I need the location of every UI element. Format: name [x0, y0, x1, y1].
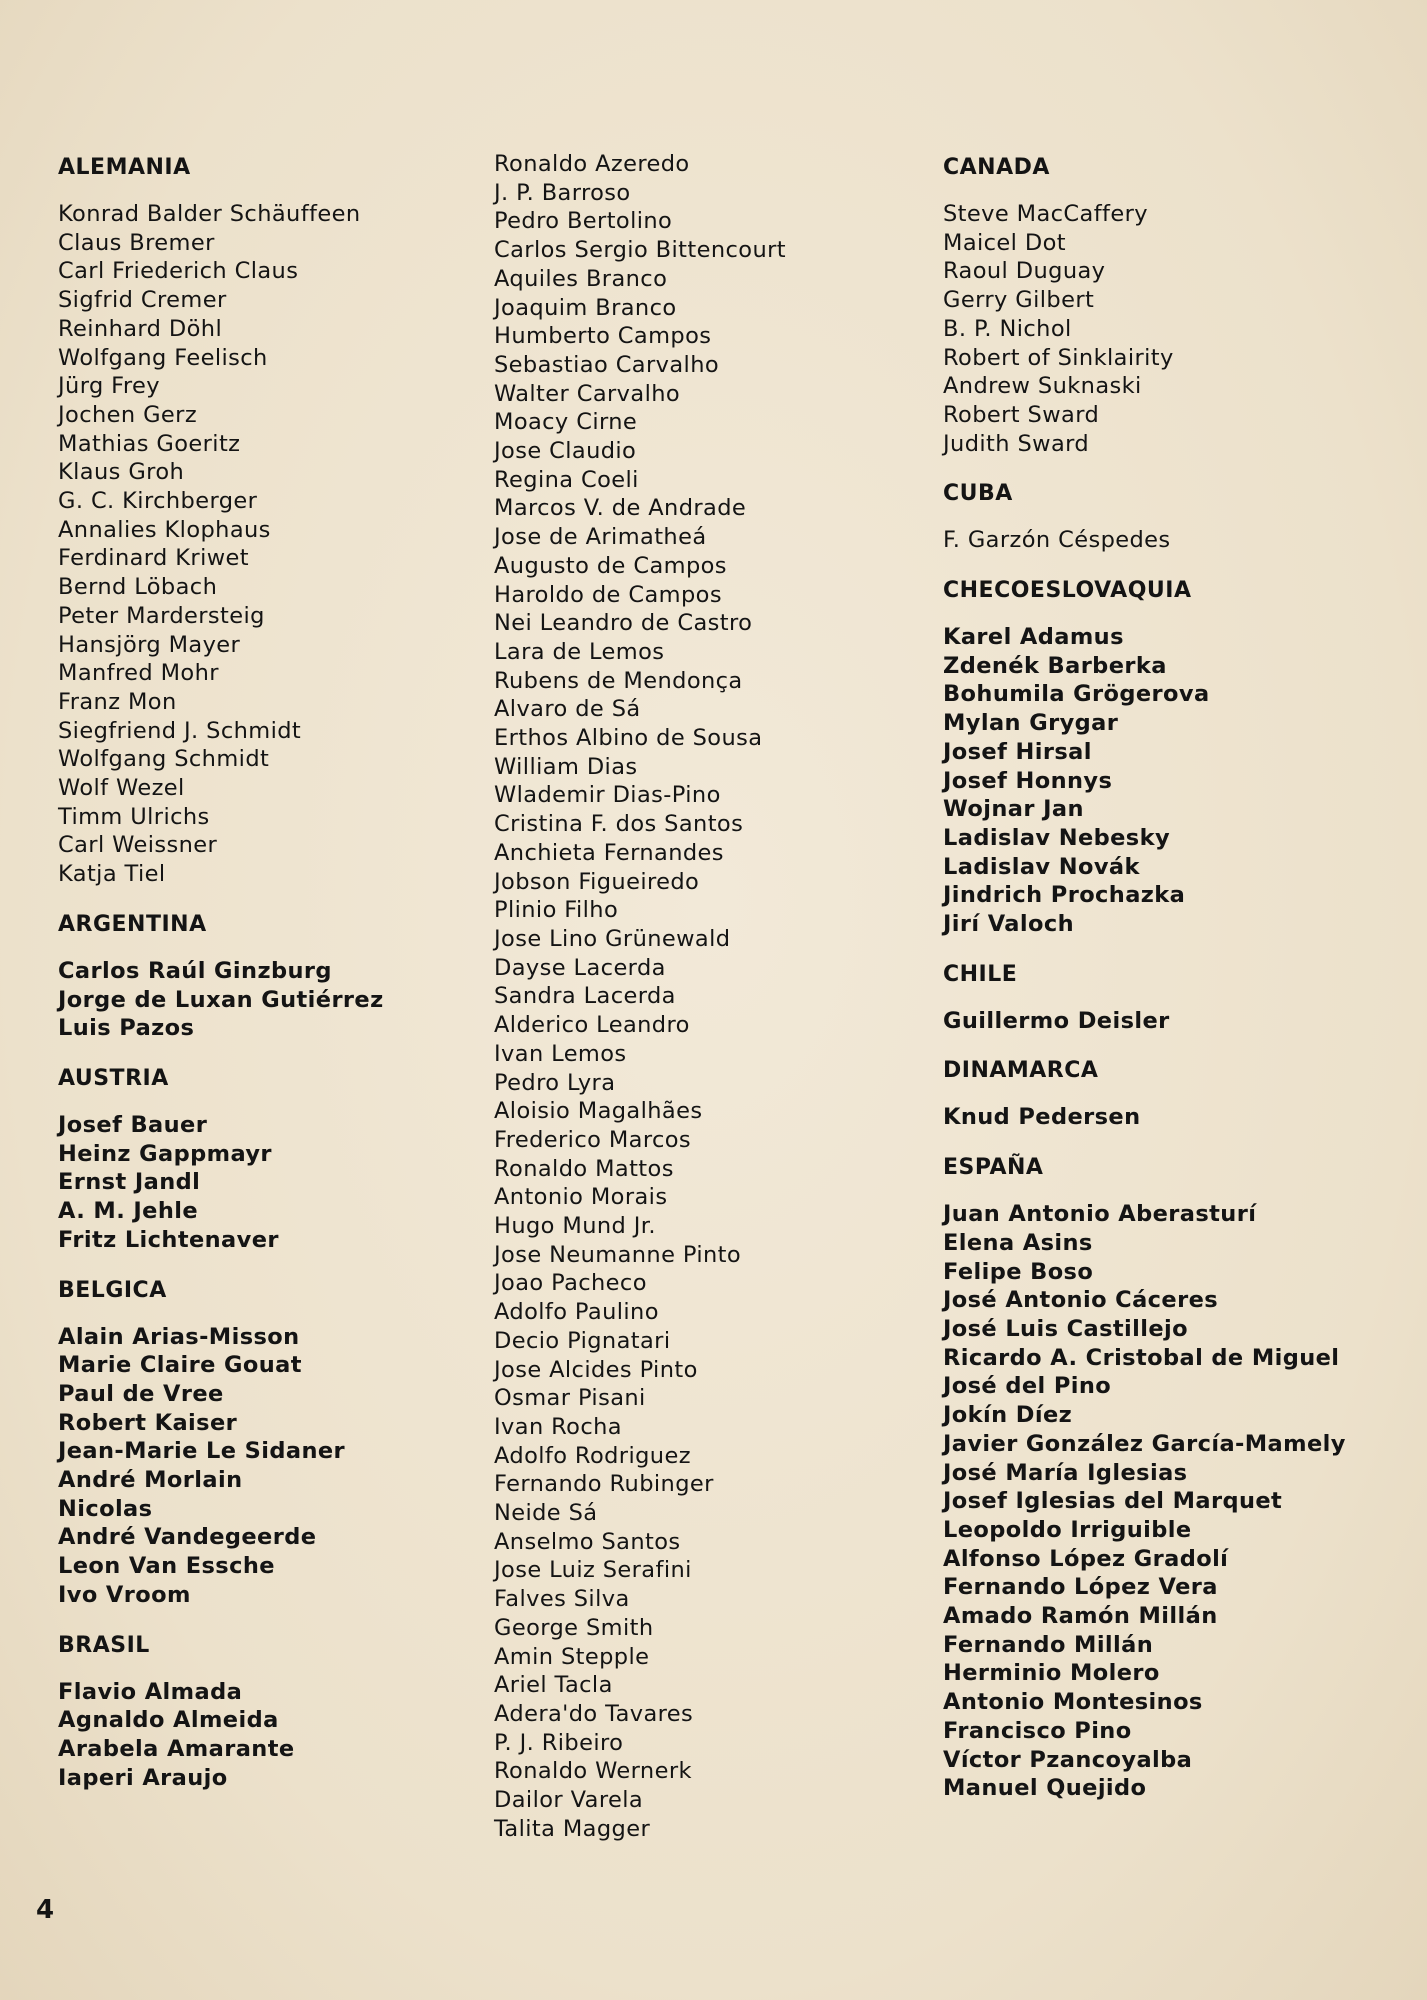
participant-name: Andrew Suknaski: [943, 373, 1142, 400]
participant-name: Bohumila Grögerova: [943, 681, 1210, 708]
participant-name: Ladislav Novák: [943, 853, 1140, 880]
participant-name: Pedro Lyra: [494, 1069, 616, 1096]
participant-name: Jose Neumanne Pinto: [494, 1241, 742, 1268]
participant-name: Wojnar Jan: [943, 796, 1084, 823]
page-number: 4: [36, 1895, 55, 1925]
participant-name: Jindrich Prochazka: [943, 882, 1186, 909]
participant-name: Knud Pedersen: [943, 1104, 1141, 1131]
participant-name: Jorge de Luxan Gutiérrez: [58, 986, 384, 1013]
country-section: [943, 1154, 1383, 1803]
participant-name: Aloisio Magalhães: [494, 1098, 703, 1125]
name-list: [943, 1007, 1383, 1036]
column-3: [943, 150, 1383, 1825]
participant-name: Jochen Gerz: [58, 401, 198, 428]
name-list: [58, 1323, 458, 1610]
participant-name: Konrad Balder Schäuffeen: [58, 201, 361, 227]
name-list: [58, 200, 458, 889]
participant-name: Erthos Albino de Sousa: [494, 725, 763, 752]
participant-name: Nicolas: [58, 1495, 153, 1522]
participant-name: Mylan Grygar: [943, 710, 1119, 737]
country-section: [58, 911, 458, 1043]
participant-name: Jokín Díez: [943, 1402, 1073, 1429]
country-section: [943, 480, 1383, 555]
country-heading: ALEMANIA: [58, 155, 191, 180]
participant-name: Talita Magger: [494, 1815, 651, 1842]
participant-name: Fernando Millán: [943, 1631, 1154, 1658]
participant-name: Sigfrid Cremer: [58, 287, 227, 314]
participant-name: Wlademir Dias-Pino: [494, 782, 721, 809]
participant-name: Josef Iglesias del Marquet: [943, 1488, 1283, 1515]
participant-name: Ariel Tacla: [494, 1672, 613, 1699]
participant-name: Francisco Pino: [943, 1717, 1132, 1744]
participant-name: Alderico Leandro: [494, 1012, 690, 1039]
country-section: [58, 1277, 458, 1610]
participant-name: Jobson Figueiredo: [494, 868, 700, 895]
country-heading: CANADA: [943, 155, 1050, 180]
participant-name: Felipe Boso: [943, 1258, 1094, 1285]
participant-name: Ricardo A. Cristobal de Miguel: [943, 1344, 1340, 1371]
participant-name: Wolfgang Schmidt: [58, 746, 270, 773]
participant-name: Adolfo Paulino: [494, 1299, 659, 1326]
participant-name: Wolf Wezel: [58, 775, 185, 802]
participant-name: Antonio Morais: [494, 1184, 668, 1211]
participant-name: Lara de Lemos: [494, 638, 665, 665]
participant-name: Ronaldo Wernerk: [494, 1758, 692, 1785]
participant-name: José Luis Castillejo: [943, 1315, 1189, 1342]
participant-name: Agnaldo Almeida: [58, 1707, 279, 1734]
country-heading: ESPAÑA: [943, 1155, 1044, 1181]
participant-name: Neide Sá: [494, 1500, 598, 1527]
participant-name: Aquiles Branco: [494, 265, 668, 292]
participant-name: Fritz Lichtenaver: [58, 1226, 279, 1253]
participant-name: Decio Pignatari: [494, 1327, 671, 1354]
participant-name: Regina Coeli: [494, 466, 639, 493]
participant-name: Jose Alcides Pinto: [494, 1356, 698, 1383]
participant-name: Timm Ulrichs: [58, 803, 210, 830]
country-heading: CUBA: [943, 481, 1013, 507]
participant-name: Frederico Marcos: [494, 1126, 692, 1153]
participant-name: Jirí Valoch: [943, 911, 1075, 938]
name-list: [58, 1111, 458, 1255]
participant-name: Bernd Löbach: [58, 574, 218, 601]
participant-name: Osmar Pisani: [494, 1385, 646, 1412]
participant-name: Josef Bauer: [58, 1111, 208, 1138]
participant-name: Adolfo Rodriguez: [494, 1442, 691, 1469]
name-list: [58, 1678, 458, 1793]
participant-name: Joaquim Branco: [494, 294, 677, 321]
participant-name: Marie Claire Gouat: [58, 1352, 302, 1379]
participant-name: Ernst Jandl: [58, 1169, 201, 1196]
participant-name: José Antonio Cáceres: [943, 1287, 1219, 1314]
name-list: [58, 957, 458, 1043]
participant-name: Ronaldo Mattos: [494, 1155, 674, 1182]
participant-name: Humberto Campos: [494, 323, 712, 350]
participant-name: J. P. Barroso: [494, 179, 631, 206]
participant-name: Carlos Sergio Bittencourt: [494, 237, 786, 264]
participant-name: Annalies Klophaus: [58, 516, 271, 543]
participant-name: Luis Pazos: [58, 1015, 195, 1042]
country-section: [943, 154, 1383, 458]
participant-name: Amado Ramón Millán: [943, 1603, 1218, 1630]
name-list: [943, 526, 1383, 555]
participant-name: Jose Luiz Serafini: [494, 1557, 692, 1584]
participant-name: Leon Van Essche: [58, 1553, 275, 1580]
participant-name: Leopoldo Irriguible: [943, 1516, 1192, 1543]
participant-name: Falves Silva: [494, 1586, 630, 1613]
participant-name: Zdenék Barberka: [943, 652, 1167, 679]
participant-name: Hugo Mund Jr.: [494, 1213, 656, 1240]
participant-name: Carlos Raúl Ginzburg: [58, 957, 332, 984]
participant-name: Ladislav Nebesky: [943, 824, 1171, 851]
country-heading: BELGICA: [58, 1277, 167, 1303]
participant-name: Fernando López Vera: [943, 1574, 1218, 1601]
participant-name: Herminio Molero: [943, 1660, 1160, 1687]
participant-name: A. M. Jehle: [58, 1198, 199, 1225]
participant-name: Alfonso López Gradolí: [943, 1545, 1229, 1572]
participant-name: F. Garzón Céspedes: [943, 527, 1171, 554]
participant-name: Ferdinard Kriwet: [58, 545, 250, 572]
participant-name: Manfred Mohr: [58, 660, 219, 687]
name-list: [943, 623, 1383, 939]
participant-name: Steve MacCaffery: [943, 201, 1148, 227]
participant-name: Judith Sward: [943, 430, 1090, 457]
participant-name: Jean-Marie Le Sidaner: [58, 1438, 346, 1465]
participant-name: Juan Antonio Aberasturí: [943, 1201, 1257, 1228]
country-section: [58, 1065, 458, 1255]
participant-name: William Dias: [494, 753, 638, 780]
participant-name: Josef Hirsal: [943, 738, 1092, 765]
participant-name: Walter Carvalho: [494, 380, 681, 407]
column-1: [58, 150, 458, 1814]
participant-name: Anselmo Santos: [494, 1528, 681, 1555]
participant-name: Moacy Cirne: [494, 409, 638, 436]
participant-name: Nei Leandro de Castro: [494, 610, 753, 637]
country-section: [943, 577, 1383, 939]
country-heading: AUSTRIA: [58, 1065, 169, 1091]
participant-name: Wolfgang Feelisch: [58, 344, 268, 371]
participant-name: Manuel Quejido: [943, 1775, 1147, 1802]
country-heading: ARGENTINA: [58, 911, 207, 937]
country-heading: DINAMARCA: [943, 1058, 1099, 1084]
country-section: [943, 961, 1383, 1036]
participant-name: Reinhard Döhl: [58, 315, 223, 342]
participant-name: Ivo Vroom: [58, 1581, 191, 1608]
participant-name: Karel Adamus: [943, 624, 1124, 651]
participant-name: Joao Pacheco: [494, 1270, 647, 1297]
participant-name: Adera'do Tavares: [494, 1700, 694, 1727]
participant-name: Carl Weissner: [58, 832, 218, 859]
name-list: [943, 200, 1383, 458]
participant-name: Amin Stepple: [494, 1643, 650, 1670]
participant-name: Robert of Sinklairity: [943, 344, 1174, 371]
participant-name: Alvaro de Sá: [494, 696, 641, 723]
participant-name: Pedro Bertolino: [494, 208, 673, 235]
participant-name: Dayse Lacerda: [494, 954, 666, 981]
participant-name: Cristina F. dos Santos: [494, 811, 744, 838]
participant-name: André Morlain: [58, 1467, 243, 1494]
country-heading: CHECOESLOVAQUIA: [943, 578, 1192, 604]
participant-name: Ivan Lemos: [494, 1040, 627, 1067]
participant-name: George Smith: [494, 1614, 654, 1641]
participant-name: Jürg Frey: [58, 373, 161, 400]
participant-name: Robert Sward: [943, 401, 1100, 428]
participant-name: Hansjörg Mayer: [58, 631, 241, 658]
participant-name: Iaperi Araujo: [58, 1764, 228, 1791]
participant-name: Jose de Arimatheá: [494, 524, 707, 551]
country-heading: CHILE: [943, 961, 1018, 987]
participant-name: José María Iglesias: [943, 1459, 1188, 1486]
participant-name: Mathias Goeritz: [58, 430, 241, 457]
participant-name: Raoul Duguay: [943, 258, 1106, 285]
participant-name: Dailor Varela: [494, 1787, 644, 1814]
participant-name: Ivan Rocha: [494, 1413, 622, 1440]
participant-name: Marcos V. de Andrade: [494, 495, 747, 522]
participant-name: Jose Claudio: [494, 438, 637, 465]
participant-name: Maicel Dot: [943, 229, 1066, 256]
participant-name: Josef Honnys: [943, 767, 1113, 794]
country-section: [494, 150, 934, 1843]
participant-name: Gerry Gilbert: [943, 287, 1095, 314]
participant-name: Antonio Montesinos: [943, 1689, 1203, 1716]
name-list: [943, 1200, 1383, 1803]
participant-name: Katja Tiel: [58, 861, 166, 888]
participant-name: Sebastiao Carvalho: [494, 351, 720, 378]
participant-name: Augusto de Campos: [494, 552, 727, 579]
name-list: [943, 1103, 1383, 1132]
country-heading: BRASIL: [58, 1632, 150, 1658]
participant-name: Haroldo de Campos: [494, 581, 722, 608]
participant-name: Heinz Gappmayr: [58, 1140, 272, 1167]
participant-name: Guillermo Deisler: [943, 1007, 1170, 1034]
participant-name: Elena Asins: [943, 1229, 1093, 1256]
participant-name: Carl Friederich Claus: [58, 258, 299, 285]
participant-name: Klaus Groh: [58, 459, 185, 486]
participant-name: G. C. Kirchberger: [58, 488, 258, 515]
participant-name: Javier González García-Mamely: [943, 1430, 1346, 1457]
name-list: [494, 150, 934, 1843]
participant-name: Anchieta Fernandes: [494, 839, 724, 866]
participant-name: B. P. Nichol: [943, 315, 1072, 342]
participant-name: Claus Bremer: [58, 229, 215, 256]
country-section: [58, 1632, 458, 1793]
participant-name: Plinio Filho: [494, 897, 619, 924]
participant-name: Víctor Pzancoyalba: [943, 1746, 1193, 1773]
country-section: [58, 154, 458, 889]
participant-name: Jose Lino Grünewald: [494, 925, 731, 952]
column-2: [494, 150, 934, 1865]
participant-name: Flavio Almada: [58, 1678, 243, 1705]
participant-name: Franz Mon: [58, 688, 177, 715]
participant-name: P. J. Ribeiro: [494, 1729, 624, 1756]
participant-name: Ronaldo Azeredo: [494, 151, 690, 177]
participant-name: Sandra Lacerda: [494, 983, 676, 1010]
participant-name: André Vandegeerde: [58, 1524, 317, 1551]
participant-name: Fernando Rubinger: [494, 1471, 714, 1498]
participant-name: Rubens de Mendonça: [494, 667, 743, 694]
participant-name: Robert Kaiser: [58, 1409, 238, 1436]
participant-name: Peter Mardersteig: [58, 602, 265, 629]
participant-name: José del Pino: [943, 1373, 1112, 1400]
participant-name: Paul de Vree: [58, 1380, 224, 1407]
participant-name: Alain Arias-Misson: [58, 1323, 300, 1350]
country-section: [943, 1057, 1383, 1132]
participant-name: Arabela Amarante: [58, 1735, 295, 1762]
participant-name: Siegfriend J. Schmidt: [58, 717, 302, 744]
